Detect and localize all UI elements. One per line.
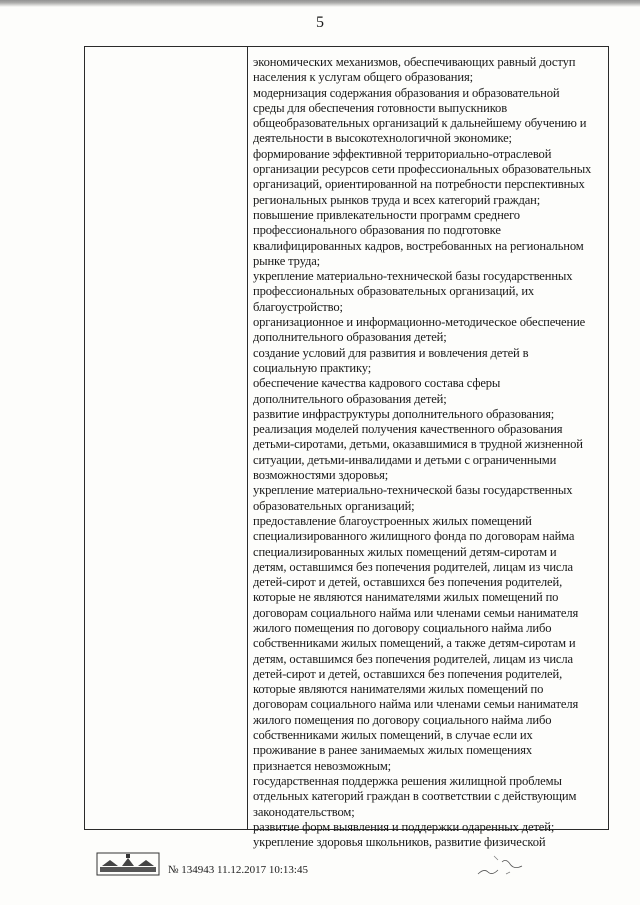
text-line: детям, оставшимся без попечения родителей, лицам из числа [253,651,573,666]
document-table [84,46,609,850]
text-line: укрепление материально-технической базы государственных [253,483,573,498]
text-line: договорам социального найма или членами семьи нанимателя [253,697,579,712]
text-line: модернизация содержания образования и образовательной [253,85,560,100]
text-line: развитие инфраструктуры дополнительного образования; [253,406,555,421]
text-line: квалифицированных кадров, востребованных на региональном [253,238,584,253]
text-line: создание условий для развития и вовлечения детей в [253,345,529,360]
text-line: среды для обеспечения готовности выпускников [253,100,508,115]
text-line: социальную практику; [253,360,372,375]
text-line: деятельности в высокотехнологичной экономике; [253,131,512,146]
text-line: жилого помещения по договору социального найма либо [253,712,552,727]
text-line: населения к услугам общего образования; [253,70,473,85]
text-line: детей-сирот и детей, оставшихся без попечения родителей, [253,666,563,681]
handwritten-mark-icon [476,852,526,880]
page-footer [96,852,596,892]
text-line: региональных рынков труда и всех категорий граждан; [253,192,541,207]
text-line: специализированного жилищного фонда по договорам найма [253,529,575,544]
page-number: 5 [316,14,324,31]
text-line: собственниками жилых помещений, в случае если их [253,728,533,743]
text-line: повышение привлекательности программ среднего [253,207,520,222]
text-line: образовательных организаций; [253,498,415,513]
text-line: детьми-сиротами, детьми, оказавшимися в трудной жизненной [253,437,583,452]
text-line: формирование эффективной территориально-отраслевой [253,146,552,161]
text-line: рынке труда; [253,253,321,268]
text-line: которые не являются нанимателями жилых помещений по [253,590,559,605]
text-line: государственная поддержка решения жилищной проблемы [253,773,562,788]
text-line: развитие форм выявления и поддержки одаренных детей; [253,819,555,834]
text-line: дополнительного образования детей; [253,391,447,406]
text-line: детям, оставшимся без попечения родителей, лицам из числа [253,559,573,574]
text-line: которые являются нанимателями жилых помещений по [253,682,544,697]
text-line: организации ресурсов сети профессиональных образовательных [253,162,592,177]
text-line: договорам социального найма или членами семьи нанимателя [253,605,579,620]
text-line: благоустройство; [253,299,343,314]
text-line: детей-сирот и детей, оставшихся без попечения родителей, [253,575,563,590]
text-line: обеспечение качества кадрового состава сферы [253,376,501,391]
registry-seal-icon [96,852,160,876]
text-line: жилого помещения по договору социального найма либо [253,620,552,635]
table-left-column [85,47,248,829]
text-line: отдельных категорий граждан в соответствии с действующим [253,789,577,804]
text-line: признается невозможным; [253,758,392,773]
text-line: специализированных жилых помещений детям-сиротам и [253,544,557,559]
text-line: реализация моделей получения качественного образования [253,422,563,437]
text-line: профессионального образования по подготовке [253,223,501,238]
text-line: укрепление материально-технической базы государственных [253,269,573,284]
text-line: возможностями здоровья; [253,468,389,483]
text-line: собственниками жилых помещений, а также детям-сиротам и [253,636,576,651]
text-line: законодательством; [253,804,355,819]
text-line: организационное и информационно-методическое обеспечение [253,315,586,330]
document-registration-id: № 134943 11.12.2017 10:13:45 [168,864,308,876]
text-line: укрепление здоровья школьников, развитие физической [253,835,546,850]
text-line: дополнительного образования детей; [253,330,447,345]
text-line: организаций, ориентированной на потребности перспективных [253,177,585,192]
text-line: экономических механизмов, обеспечивающих равный доступ [253,55,576,69]
text-line: предоставление благоустроенных жилых помещений [253,513,532,528]
text-line: проживание в ранее занимаемых жилых помещениях [253,743,533,758]
text-line: общеобразовательных организаций к дальнейшему обучению и [253,116,587,131]
text-line: профессиональных образовательных организаций, их [253,284,535,299]
text-line: ситуации, детьми-инвалидами и детьми с ограниченными [253,452,557,467]
scan-top-edge [0,0,640,7]
table-right-column [249,47,608,850]
